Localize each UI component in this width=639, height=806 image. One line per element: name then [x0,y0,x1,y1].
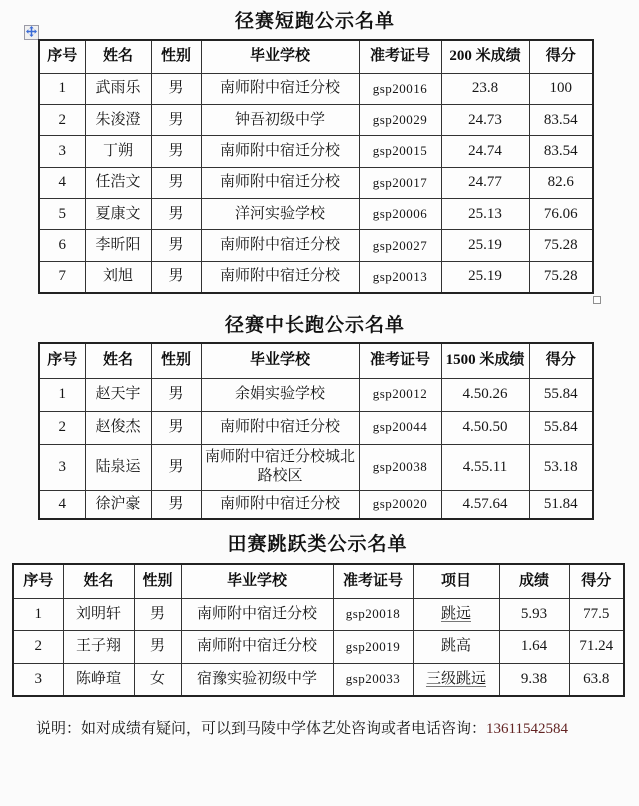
table-cell: 赵天宇 [85,378,151,411]
table-cell: 25.19 [441,230,529,261]
table-cell: 7 [39,261,85,292]
table-cell: 55.84 [529,378,593,411]
table-cell: 3 [13,663,63,696]
column-header: 序号 [13,564,63,598]
table-cell: 南师附中宿迁分校 [201,136,359,167]
column-header: 性别 [151,40,201,73]
column-header: 1500 米成绩 [441,343,529,378]
table-cell: gsp20019 [333,631,413,664]
table-cell: 陈峥瑄 [63,663,134,696]
footer-note [36,717,568,738]
table-cell: 23.8 [441,73,529,104]
table-row [39,444,593,490]
table-cell: 男 [151,199,201,230]
table-cell: 71.24 [569,631,624,664]
header-row [39,343,593,378]
table-move-handle[interactable] [24,25,39,40]
table-cell: 女 [134,663,181,696]
table-row [39,261,593,292]
table-cell: 徐沪豪 [85,490,151,519]
table-cell: 李昕阳 [85,230,151,261]
table-cell: 4 [39,490,85,519]
table-cell: 男 [151,444,201,490]
table-cell: 25.13 [441,199,529,230]
phone-number: 13611542584 [486,721,568,737]
table-cell: 钟吾初级中学 [201,104,359,135]
table-cell: 南师附中宿迁分校 [201,167,359,198]
table-cell: 51.84 [529,490,593,519]
table-cell: gsp20020 [359,490,441,519]
column-header: 得分 [529,343,593,378]
table-cell: 9.38 [499,663,569,696]
column-header: 姓名 [63,564,134,598]
table-cell: 3 [39,136,85,167]
table-cell: 南师附中宿迁分校 [181,631,333,664]
table-cell: 2 [39,411,85,444]
table-cell: 53.18 [529,444,593,490]
table-cell: 3 [39,444,85,490]
table-cell: gsp20029 [359,104,441,135]
column-header: 毕业学校 [181,564,333,598]
table-cell: 4.57.64 [441,490,529,519]
table-cell: 男 [151,411,201,444]
table-cell: 男 [151,73,201,104]
table-cell: 75.28 [529,261,593,292]
table-cell: 夏康文 [85,199,151,230]
column-header: 序号 [39,343,85,378]
table-cell: 77.5 [569,598,624,631]
table-cell: 三级跳远 [413,663,499,696]
table-cell: 南师附中宿迁分校 [201,490,359,519]
table-row [39,411,593,444]
table-cell: 任浩文 [85,167,151,198]
table-cell: 男 [134,631,181,664]
jumping-results-table [12,563,625,697]
table-cell: 6 [39,230,85,261]
table-cell: 83.54 [529,136,593,167]
table-cell: 余娟实验学校 [201,378,359,411]
column-header: 200 米成绩 [441,40,529,73]
column-header: 项目 [413,564,499,598]
column-header: 准考证号 [359,343,441,378]
table-row [39,199,593,230]
table-cell: 4 [39,167,85,198]
table-cell: 刘旭 [85,261,151,292]
table-row [39,378,593,411]
table-cell: 24.74 [441,136,529,167]
table-cell: 刘明轩 [63,598,134,631]
column-header: 序号 [39,40,85,73]
column-header: 成绩 [499,564,569,598]
table-cell: gsp20016 [359,73,441,104]
table-row [13,631,624,664]
table-cell: 南师附中宿迁分校 [181,598,333,631]
table-cell: gsp20013 [359,261,441,292]
table-cell: 洋河实验学校 [201,199,359,230]
table-row [39,167,593,198]
table-cell: gsp20006 [359,199,441,230]
table-cell: 83.54 [529,104,593,135]
table-cell: 跳高 [413,631,499,664]
table-cell: 男 [151,167,201,198]
table-cell: 55.84 [529,411,593,444]
section-title-jumping: 田赛跳跃类公示名单 [227,534,408,555]
footer-note-text: 说明：如对成绩有疑问，可以到马陵中学体艺处咨询或者电话咨询： [36,721,487,737]
table-cell: 武雨乐 [85,73,151,104]
table-cell: 朱浚澄 [85,104,151,135]
column-header: 得分 [529,40,593,73]
column-header: 性别 [134,564,181,598]
table-cell: 南师附中宿迁分校 [201,230,359,261]
table-cell: 1 [39,378,85,411]
table-cell: gsp20027 [359,230,441,261]
table-cell: gsp20044 [359,411,441,444]
move-cross-icon [26,24,37,42]
table-cell: 1.64 [499,631,569,664]
table-row [13,663,624,696]
table-cell: 4.50.26 [441,378,529,411]
table-cell: 100 [529,73,593,104]
table-cell: 4.50.50 [441,411,529,444]
table-cell: 陆泉运 [85,444,151,490]
table-cell: 南师附中宿迁分校 [201,261,359,292]
table-row [39,136,593,167]
table-cell: 男 [151,104,201,135]
table-row [13,598,624,631]
table-row [39,230,593,261]
table-cell: 王子翔 [63,631,134,664]
table-cell: 63.8 [569,663,624,696]
table-cell: 男 [151,136,201,167]
table-cell: 2 [39,104,85,135]
table-cell: 76.06 [529,199,593,230]
table-cell: 82.6 [529,167,593,198]
header-row [13,564,624,598]
table-cell: 男 [151,378,201,411]
table-cell: 2 [13,631,63,664]
table-cell: 4.55.11 [441,444,529,490]
column-header: 准考证号 [333,564,413,598]
table-cell: 男 [151,230,201,261]
column-header: 毕业学校 [201,343,359,378]
table-cell: 南师附中宿迁分校城北路校区 [201,444,359,490]
middle-distance-results-table [38,342,594,520]
table-cell: gsp20018 [333,598,413,631]
table-cell: 赵俊杰 [85,411,151,444]
section-title-middle-distance: 径赛中长跑公示名单 [224,315,405,336]
table-row [39,73,593,104]
table-cell: gsp20038 [359,444,441,490]
table-cell: gsp20015 [359,136,441,167]
column-header: 姓名 [85,343,151,378]
table-cell: 男 [151,490,201,519]
table-cell: gsp20017 [359,167,441,198]
table-row [39,490,593,519]
column-header: 准考证号 [359,40,441,73]
column-header: 姓名 [85,40,151,73]
column-header: 性别 [151,343,201,378]
table-cell: 24.73 [441,104,529,135]
table-cell: 丁朔 [85,136,151,167]
table-cell: 跳远 [413,598,499,631]
sprint-results-table [38,39,594,294]
table-cell: 24.77 [441,167,529,198]
column-header: 得分 [569,564,624,598]
section-title-sprint: 径赛短跑公示名单 [234,11,395,32]
table-cell: 南师附中宿迁分校 [201,411,359,444]
header-row [39,40,593,73]
table-cell: gsp20012 [359,378,441,411]
table-cell: 南师附中宿迁分校 [201,73,359,104]
table-cell: 宿豫实验初级中学 [181,663,333,696]
table-cell: 75.28 [529,230,593,261]
table-cell: 1 [39,73,85,104]
table-cell: 5.93 [499,598,569,631]
table-cell: 男 [134,598,181,631]
table-cell: 1 [13,598,63,631]
column-header: 毕业学校 [201,40,359,73]
table-cell: 男 [151,261,201,292]
table-row [39,104,593,135]
table-cell: 5 [39,199,85,230]
table-cell: 25.19 [441,261,529,292]
table-resize-handle[interactable] [593,296,601,304]
table-cell: gsp20033 [333,663,413,696]
